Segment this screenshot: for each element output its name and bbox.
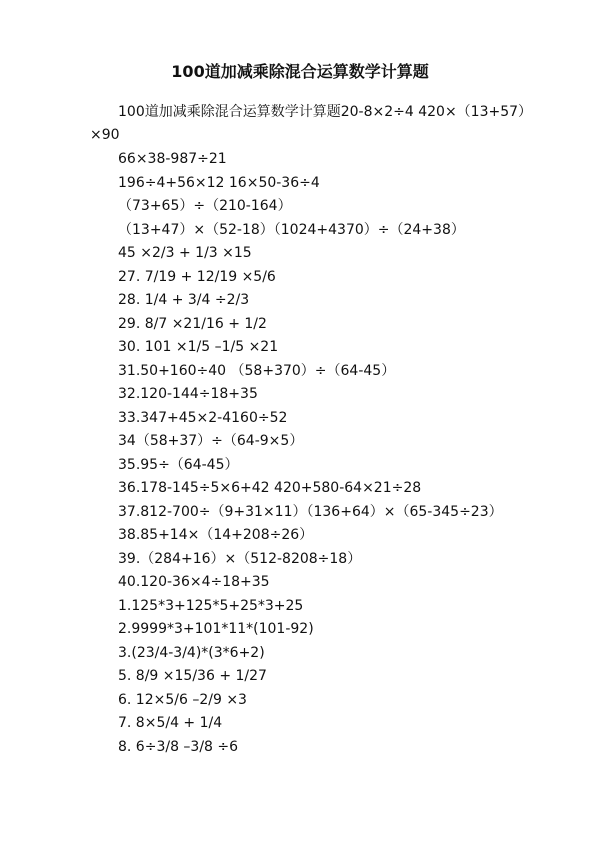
problem-line: 45 ×2/3 + 1/3 ×15	[118, 245, 252, 261]
problem-line: 66×38-987÷21	[118, 151, 227, 167]
problem-line: 3.(23/4-3/4)*(3*6+2)	[118, 644, 265, 661]
intro-line-2: ×90	[90, 127, 120, 143]
problem-line: 34（58+37）÷（64-9×5）	[118, 433, 304, 449]
problem-line: 35.95÷（64-45）	[118, 456, 239, 473]
problem-line: 36.178-145÷5×6+42 420+580-64×21÷28	[118, 480, 422, 496]
problem-line: 31.50+160÷40 （58+370）÷（64-45）	[118, 362, 396, 379]
problem-line: （73+65）÷（210-164）	[118, 198, 292, 214]
problem-line: 40.120-36×4÷18+35	[118, 574, 270, 590]
problem-line: 1.125*3+125*5+25*3+25	[118, 597, 304, 614]
problem-line: 33.347+45×2-4160÷52	[118, 409, 288, 426]
problem-line: 30. 101 ×1/5 –1/5 ×21	[118, 339, 279, 355]
problem-line: 28. 1/4 + 3/4 ÷2/3	[118, 292, 250, 308]
problem-line: 37.812-700÷（9+31×11）（136+64）×（65-345÷23）	[118, 503, 503, 520]
problem-line: 7. 8×5/4 + 1/4	[118, 715, 223, 731]
document-title: 100道加减乘除混合运算数学计算题	[171, 62, 429, 81]
problem-line: 6. 12×5/6 –2/9 ×3	[118, 691, 247, 708]
problem-line: 32.120-144÷18+35	[118, 386, 258, 402]
problem-line: 39.（284+16）×（512-8208÷18）	[118, 550, 362, 567]
problem-list	[118, 148, 503, 759]
problem-line: 8. 6÷3/8 –3/8 ÷6	[118, 738, 239, 755]
problem-line: 5. 8/9 ×15/36 + 1/27	[118, 668, 267, 684]
problem-line: （13+47）×（52-18）（1024+4370）÷（24+38）	[118, 221, 465, 238]
intro-line-1: 100道加减乘除混合运算数学计算题20-8×2÷4 420×（13+57）	[118, 104, 533, 120]
problem-line: 27. 7/19 + 12/19 ×5/6	[118, 268, 276, 285]
problem-line: 2.9999*3+101*11*(101-92)	[118, 621, 314, 637]
problem-line: 29. 8/7 ×21/16 + 1/2	[118, 315, 267, 332]
problem-line: 196÷4+56×12 16×50-36÷4	[118, 174, 320, 191]
problem-line: 38.85+14×（14+208÷26）	[118, 527, 314, 543]
